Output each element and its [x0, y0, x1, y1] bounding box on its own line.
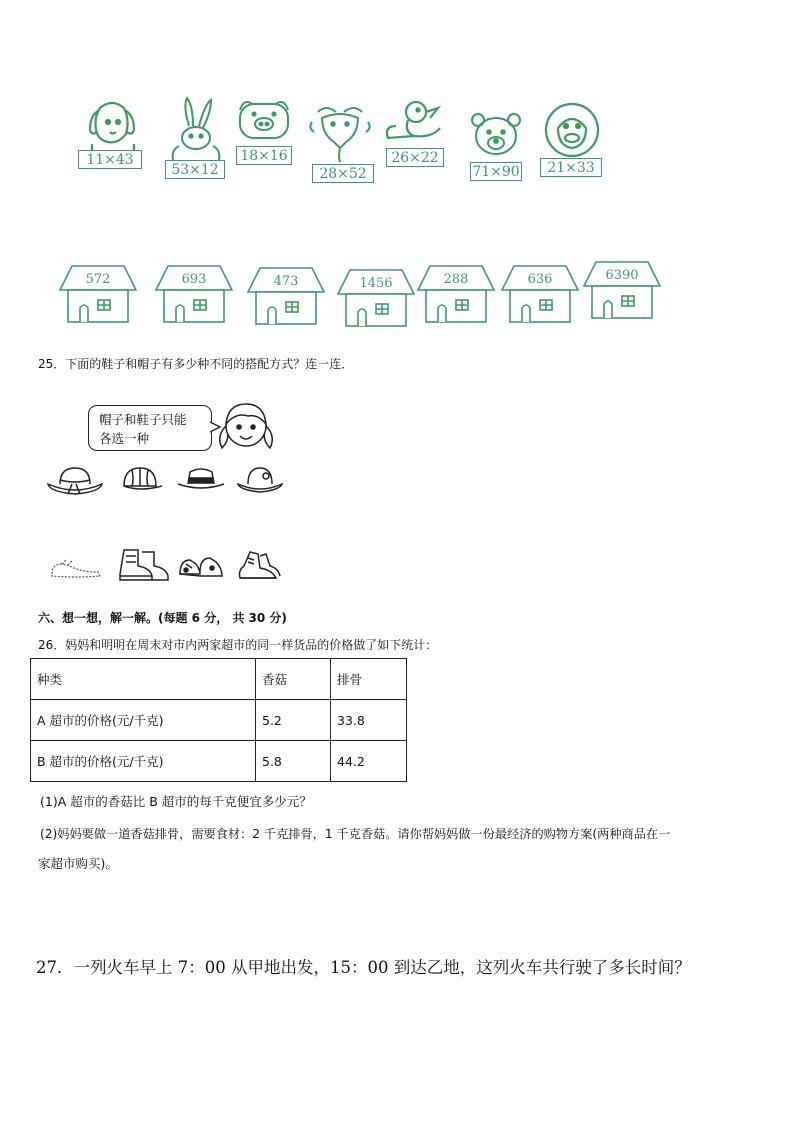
animal-monkey	[538, 102, 606, 184]
house	[58, 264, 138, 328]
girl-icon	[214, 396, 278, 460]
table-header-row	[31, 659, 407, 700]
table-cell: 5.8	[256, 741, 331, 782]
table-cell: 44.2	[331, 741, 407, 782]
bonnet-icon	[236, 462, 284, 496]
house	[246, 266, 326, 330]
high-top-shoe-icon	[236, 548, 282, 584]
animal-pig	[234, 96, 294, 168]
animal-goat	[306, 104, 374, 190]
table-row	[31, 700, 407, 741]
house-number: 636	[527, 272, 553, 287]
animal-duck	[382, 98, 448, 170]
house-number: 6390	[605, 268, 639, 283]
table-cell: 香菇	[256, 659, 331, 700]
animal-rabbit	[165, 96, 227, 186]
animal-sign: 71×90	[470, 162, 522, 181]
table-cell: 排骨	[331, 659, 407, 700]
house	[416, 264, 496, 328]
house-number: 572	[85, 272, 111, 287]
animal-sign: 18×16	[236, 146, 292, 165]
sneaker-icon	[50, 556, 102, 580]
table-cell: 33.8	[331, 700, 407, 741]
animal-sign: 26×22	[386, 148, 444, 167]
animal-sign: 53×12	[165, 160, 225, 179]
question-25: 25．下面的鞋子和帽子有多少种不同的搭配方式？连一连．	[38, 357, 354, 371]
price-table	[30, 658, 407, 782]
section-6-title: 六、想一想，解一解。(每题 6 分， 共 30 分)	[38, 611, 287, 625]
animal-sign: 28×52	[312, 164, 374, 183]
table-row	[31, 741, 407, 782]
question-26-part-1: (1)A 超市的香菇比 B 超市的每千克便宜多少元？	[40, 794, 312, 809]
bubble-line-2: 各选一种	[99, 431, 150, 446]
cap-icon	[118, 462, 164, 498]
house	[154, 264, 234, 328]
question-27: 27．一列火车早上 7：00 从甲地出发，15：00 到达乙地，这列火车共行驶了多长时间？	[36, 958, 691, 977]
house	[582, 260, 662, 324]
fedora-icon	[176, 464, 226, 494]
house	[500, 264, 580, 328]
house-number: 1456	[359, 276, 393, 291]
bubble-line-1: 帽子和鞋子只能	[99, 412, 187, 427]
animal-dog	[78, 100, 144, 175]
sport-shoe-icon	[176, 550, 226, 582]
table-cell: A 超市的价格(元/千克)	[31, 700, 256, 741]
question-26-part-2-line-2: 家超市购买)。	[38, 856, 118, 871]
house-number: 288	[443, 272, 469, 287]
question-26: 26．妈妈和明明在周末对市内两家超市的同一样货品的价格做了如下统计：	[38, 638, 438, 652]
house-number: 693	[181, 272, 207, 287]
house	[336, 268, 416, 332]
table-cell: 5.2	[256, 700, 331, 741]
table-cell: 种类	[31, 659, 256, 700]
house-number: 473	[273, 274, 299, 289]
table-cell: B 超市的价格(元/千克)	[31, 741, 256, 782]
sun-hat-icon	[46, 462, 104, 498]
animal-sign: 21×33	[540, 158, 602, 177]
question-26-part-2-line-1: (2)妈妈要做一道香菇排骨，需要食材：2 千克排骨，1 千克香菇。请你帮妈妈做一份最经济的购物方案(两种商品在一	[40, 827, 671, 841]
speech-bubble	[88, 405, 212, 451]
animal-bear	[468, 110, 526, 186]
boot-icon	[116, 546, 172, 584]
animal-sign: 11×43	[78, 150, 142, 169]
